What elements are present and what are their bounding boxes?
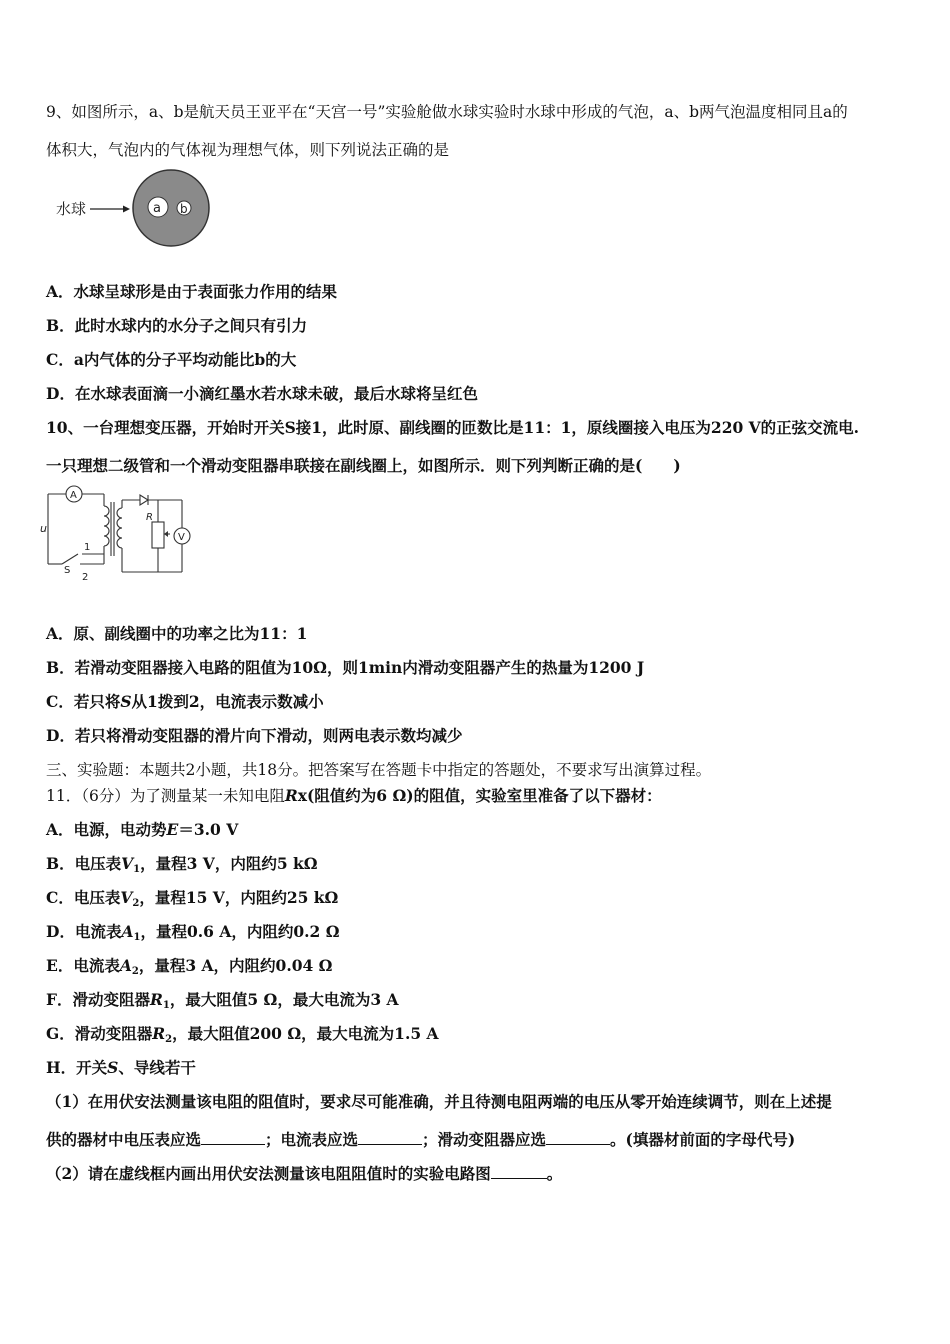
rheostat-body bbox=[152, 522, 164, 548]
part2-text-b: 。 bbox=[546, 1164, 563, 1183]
switch-pos1-label: 1 bbox=[84, 542, 91, 553]
rheostat-r-label: R bbox=[146, 512, 153, 523]
q11-item-d bbox=[46, 922, 340, 948]
q11-intro-a: 11．（6分）为了测量某一未知电阻 bbox=[46, 787, 285, 805]
item-pre: B．电压表 bbox=[46, 854, 122, 873]
item-sub: 1 bbox=[133, 864, 141, 875]
slider-arrow bbox=[164, 531, 168, 537]
circuit-diagram-answer-blank[interactable] bbox=[491, 1164, 547, 1179]
q11-intro bbox=[46, 786, 662, 806]
item-post: ，量程15 V，内阻约25 kΩ bbox=[139, 888, 339, 907]
arrow-head bbox=[123, 206, 130, 213]
ammeter-label: A bbox=[70, 490, 77, 501]
switch-pos2-label: 2 bbox=[82, 572, 89, 583]
voltmeter-answer-blank[interactable] bbox=[201, 1130, 265, 1145]
item-post: 、导线若干 bbox=[118, 1058, 196, 1077]
item-sub: 2 bbox=[165, 1034, 173, 1045]
item-pre: G．滑动变阻器 bbox=[46, 1024, 153, 1043]
rheostat-answer-blank[interactable] bbox=[546, 1130, 610, 1145]
q10-option-c-rest: 从1拨到2，电流表示数减小 bbox=[131, 692, 324, 711]
item-pre: C．电压表 bbox=[46, 888, 121, 907]
voltage-u-label: u bbox=[40, 522, 47, 535]
part2-text-a: （2）请在虚线框内画出用伏安法测量该电阻阻值时的实验电路图 bbox=[46, 1164, 491, 1183]
item-var: R bbox=[150, 990, 163, 1009]
q11-item-b bbox=[46, 854, 318, 880]
section3-heading: 三、实验题：本题共2小题，共18分。把答案写在答题卡中指定的答题处，不要求写出演算过程。 bbox=[46, 761, 712, 779]
q10-option-b: B．若滑动变阻器接入电路的阻值为10Ω，则1min内滑动变阻器产生的热量为1200 J bbox=[46, 658, 645, 677]
q10-option-d: D．若只将滑动变阻器的滑片向下滑动，则两电表示数均减少 bbox=[46, 726, 463, 745]
part1-text-a: 供的器材中电压表应选 bbox=[46, 1130, 202, 1149]
q9-stem-line1: 9、如图所示，a、b是航天员王亚平在“天宫一号”实验舱做水球实验时水球中形成的气泡，a、b两气泡温度相同且a的 bbox=[46, 103, 848, 121]
bubble-b-label: b bbox=[180, 202, 188, 216]
q9-stem-line2: 体积大，气泡内的气体视为理想气体，则下列说法正确的是 bbox=[46, 141, 450, 159]
diode-triangle bbox=[140, 495, 148, 505]
q9-option-d: D．在水球表面滴一小滴红墨水若水球未破，最后水球将呈红色 bbox=[46, 384, 478, 403]
q11-intro-var: R bbox=[284, 786, 298, 805]
part1-text-c: ；滑动变阻器应选 bbox=[422, 1130, 547, 1149]
item-pre: F．滑动变阻器 bbox=[46, 990, 151, 1009]
q9-option-c: C．a内气体的分子平均动能比b的大 bbox=[46, 350, 297, 369]
item-var: E bbox=[166, 820, 179, 839]
q11-part1-line2 bbox=[46, 1130, 795, 1150]
switch-arm bbox=[62, 554, 78, 564]
item-post: ，量程3 V，内阻约5 kΩ bbox=[140, 854, 318, 873]
item-var: A bbox=[119, 956, 132, 975]
item-pre: A．电源，电动势 bbox=[46, 820, 167, 839]
q11-part1-line1: （1）在用伏安法测量该电阻的阻值时，要求尽可能准确，并且待测电阻两端的电压从零开始连续调节，则在上述提 bbox=[46, 1092, 832, 1111]
item-sub: 1 bbox=[133, 932, 141, 943]
bubble-a-label: a bbox=[153, 201, 161, 216]
q10-option-a: A．原、副线圈中的功率之比为11：1 bbox=[46, 624, 308, 643]
item-post: ＝3.0 V bbox=[178, 820, 239, 839]
water-ball-figure bbox=[54, 168, 214, 248]
item-post: ，量程0.6 A，内阻约0.2 Ω bbox=[140, 922, 340, 941]
q11-item-g bbox=[46, 1024, 439, 1050]
item-pre: H．开关 bbox=[46, 1058, 108, 1077]
q10-option-c-var: S bbox=[120, 692, 132, 711]
q10-option-c bbox=[46, 692, 324, 712]
primary-coil bbox=[104, 506, 109, 546]
item-var: V bbox=[121, 854, 134, 873]
item-pre: D．电流表 bbox=[46, 922, 122, 941]
water-ball bbox=[133, 170, 209, 246]
q10-option-c-pre: C．若只将 bbox=[46, 692, 121, 711]
q11-part2 bbox=[46, 1164, 562, 1184]
item-sub: 2 bbox=[132, 898, 140, 909]
item-var: S bbox=[107, 1058, 119, 1077]
item-post: ，最大阻值200 Ω，最大电流为1.5 A bbox=[172, 1024, 439, 1043]
item-pre: E．电流表 bbox=[46, 956, 120, 975]
item-sub: 1 bbox=[162, 1000, 170, 1011]
part1-text-b: ；电流表应选 bbox=[265, 1130, 359, 1149]
q10-stem-line1: 10、一台理想变压器，开始时开关S接1，此时原、副线圈的匝数比是11：1，原线圈接入电压为220 V的正弦交流电. bbox=[46, 418, 860, 437]
ammeter-answer-blank[interactable] bbox=[358, 1130, 422, 1145]
q9-option-b: B．此时水球内的水分子之间只有引力 bbox=[46, 316, 308, 335]
water-ball-label: 水球 bbox=[56, 200, 87, 218]
q11-item-f bbox=[46, 990, 399, 1016]
item-var: R bbox=[152, 1024, 166, 1043]
q11-item-a bbox=[46, 820, 238, 846]
switch-s-label: S bbox=[64, 565, 71, 576]
q11-item-e bbox=[46, 956, 332, 982]
item-post: ，量程3 A，内阻约0.04 Ω bbox=[138, 956, 333, 975]
item-var: A bbox=[121, 922, 134, 941]
voltmeter-label: V bbox=[178, 532, 185, 543]
item-post: ，最大阻值5 Ω，最大电流为3 A bbox=[169, 990, 399, 1009]
q10-stem-line2: 一只理想二级管和一个滑动变阻器串联接在副线圈上，如图所示．则下列判断正确的是( ) bbox=[46, 456, 681, 475]
item-var: V bbox=[120, 888, 133, 907]
part1-text-d: 。(填器材前面的字母代号) bbox=[610, 1130, 796, 1149]
q9-option-a: A．水球呈球形是由于表面张力作用的结果 bbox=[46, 282, 338, 301]
secondary-coil bbox=[117, 508, 122, 548]
q11-item-c bbox=[46, 888, 338, 914]
item-sub: 2 bbox=[131, 966, 139, 977]
q11-intro-b: x(阻值约为6 Ω)的阻值，实验室里准备了以下器材： bbox=[297, 786, 662, 805]
transformer-circuit-figure bbox=[40, 484, 200, 584]
q11-item-h bbox=[46, 1058, 196, 1084]
